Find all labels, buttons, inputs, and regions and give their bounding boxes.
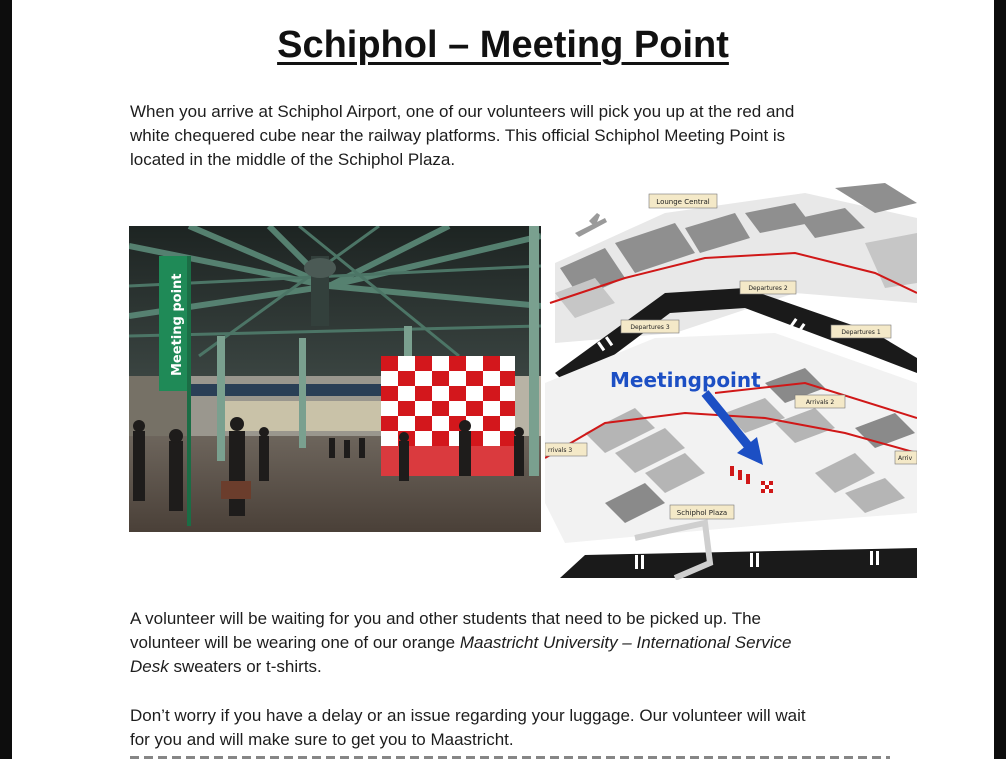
- page-title: [0, 24, 1006, 67]
- volunteer-line-3-italic: Desk: [130, 657, 169, 676]
- plane-icon: [575, 213, 607, 237]
- volunteer-line-1: A volunteer will be waiting for you and other students that need to be picked up. The: [130, 609, 761, 628]
- map-label-schiphol-plaza: Schiphol Plaza: [676, 509, 728, 517]
- volunteer-line-3: [130, 655, 870, 679]
- map-label-departures-1: Departures 1: [841, 329, 881, 336]
- page-title-text: Schiphol – Meeting Point: [277, 24, 729, 66]
- volunteer-line-2-start: volunteer will be wearing one of our orange: [130, 633, 460, 652]
- map-label-meetingpoint: Meetingpoint: [610, 368, 761, 392]
- volunteer-line-3-end: sweaters or t-shirts.: [168, 657, 322, 676]
- map-label-departures-2: Departures 2: [748, 285, 788, 292]
- map-drawing: [545, 183, 917, 580]
- map-label-departures-3: Departures 3: [630, 324, 670, 331]
- map-label-arrivals-3: rrivals 3: [548, 447, 573, 454]
- volunteer-line-2: [130, 631, 870, 655]
- meeting-point-sign-text: Meeting point: [170, 273, 185, 376]
- intro-line-3: located in the middle of the Schiphol Plaza.: [130, 150, 456, 169]
- intro-line-2: white chequered cube near the railway platforms. This official Schiphol Meeting Point is: [130, 126, 786, 145]
- map-label-lounge-central: Lounge Central: [656, 198, 710, 206]
- volunteer-line-2-italic: Maastricht University – International Service: [459, 633, 792, 652]
- delay-line-2: for you and will make sure to get you to Maastricht.: [130, 730, 514, 749]
- schiphol-plaza-map: [545, 183, 917, 580]
- right-dark-border: [994, 0, 1006, 759]
- volunteer-paragraph: [130, 607, 870, 679]
- schiphol-plaza-photo: [129, 226, 541, 532]
- cut-off-text-line: [130, 748, 890, 760]
- delay-line-1: Don’t worry if you have a delay or an issue regarding your luggage. Our volunteer will wait: [130, 706, 806, 725]
- intro-line-1: When you arrive at Schiphol Airport, one of our volunteers will pick you up at the red and: [130, 102, 795, 121]
- intro-paragraph: [130, 100, 870, 172]
- plaza-photo-drawing: [129, 226, 541, 532]
- delay-paragraph: [130, 704, 870, 752]
- map-label-arrivals-right: Arriv: [898, 455, 913, 462]
- map-label-arrivals-2: Arrivals 2: [805, 399, 835, 406]
- left-dark-border: [0, 0, 12, 759]
